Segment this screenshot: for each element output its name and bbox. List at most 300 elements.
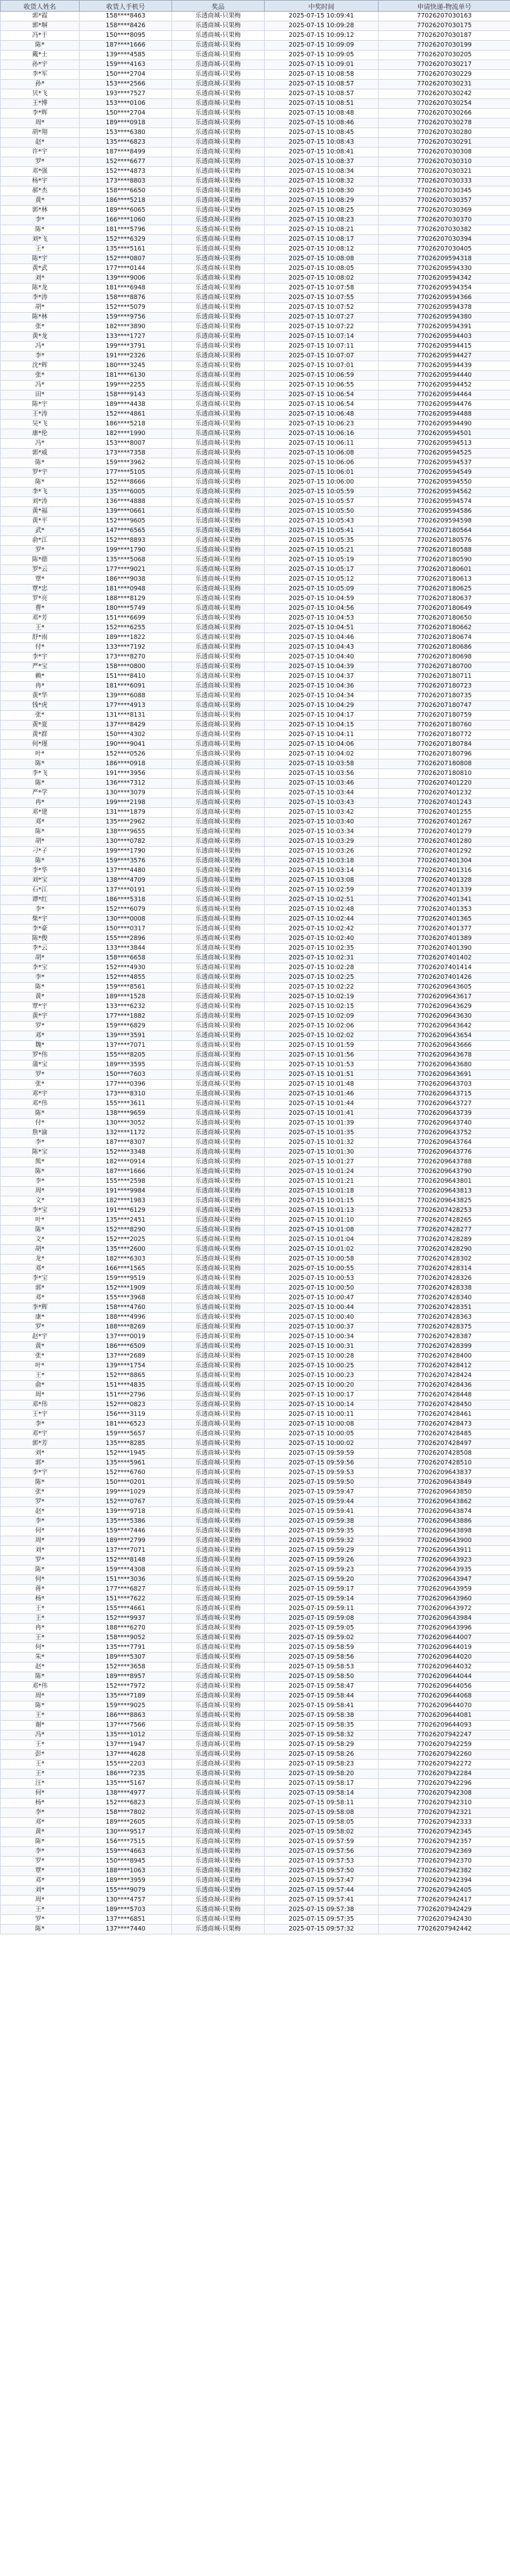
cell-recipient-phone[interactable]: 189****2605 xyxy=(80,1818,172,1828)
cell-win-time[interactable]: 2025-07-15 09:57:56 xyxy=(265,1847,379,1857)
cell-tracking-number[interactable]: 77026209644007 xyxy=(379,1633,510,1643)
cell-recipient-phone[interactable]: 152****9605 xyxy=(80,517,172,526)
cell-win-time[interactable]: 2025-07-15 10:09:12 xyxy=(265,31,379,41)
cell-recipient-phone[interactable]: 159****7446 xyxy=(80,1527,172,1536)
cell-tracking-number[interactable]: 77026209643947 xyxy=(379,1575,510,1585)
cell-win-time[interactable]: 2025-07-15 10:02:35 xyxy=(265,944,379,954)
cell-tracking-number[interactable]: 77026209643654 xyxy=(379,1031,510,1041)
cell-win-time[interactable]: 2025-07-15 10:04:34 xyxy=(265,691,379,701)
cell-recipient-name[interactable]: 柴*宇 xyxy=(1,915,80,924)
cell-recipient-phone[interactable]: 137****2689 xyxy=(80,1352,172,1361)
cell-recipient-phone[interactable]: 137****8429 xyxy=(80,721,172,730)
cell-tracking-number[interactable]: 77026207428485 xyxy=(379,1429,510,1439)
cell-recipient-name[interactable]: 王* xyxy=(1,1769,80,1779)
cell-recipient-name[interactable]: 邓* xyxy=(1,1264,80,1274)
cell-recipient-name[interactable]: 黄* xyxy=(1,992,80,1002)
cell-win-time[interactable]: 2025-07-15 10:05:12 xyxy=(265,575,379,585)
cell-recipient-name[interactable]: 郭* xyxy=(1,1459,80,1468)
cell-prize[interactable]: 乐透商城-只果梅 xyxy=(172,963,265,973)
cell-recipient-phone[interactable]: 147****6565 xyxy=(80,526,172,536)
cell-win-time[interactable]: 2025-07-15 09:58:59 xyxy=(265,1643,379,1653)
cell-tracking-number[interactable]: 77026207180625 xyxy=(379,585,510,594)
cell-recipient-name[interactable]: 陈* xyxy=(1,1226,80,1235)
cell-recipient-name[interactable]: 李*云 xyxy=(1,944,80,954)
cell-prize[interactable]: 乐透商城-只果梅 xyxy=(172,177,265,186)
cell-win-time[interactable]: 2025-07-15 09:59:41 xyxy=(265,1507,379,1517)
cell-prize[interactable]: 乐透商城-只果梅 xyxy=(172,1109,265,1119)
cell-win-time[interactable]: 2025-07-15 10:06:54 xyxy=(265,390,379,400)
cell-recipient-name[interactable]: 覃* xyxy=(1,1866,80,1876)
cell-prize[interactable]: 乐透商城-只果梅 xyxy=(172,216,265,225)
cell-prize[interactable]: 乐透商城-只果梅 xyxy=(172,876,265,886)
cell-tracking-number[interactable]: 77026209594490 xyxy=(379,420,510,429)
cell-prize[interactable]: 乐透商城-只果梅 xyxy=(172,1128,265,1138)
cell-recipient-name[interactable]: 刘*宝 xyxy=(1,876,80,886)
cell-prize[interactable]: 乐透商城-只果梅 xyxy=(172,1187,265,1196)
cell-prize[interactable]: 乐透商城-只果梅 xyxy=(172,1206,265,1216)
cell-prize[interactable]: 乐透商城-只果梅 xyxy=(172,1031,265,1041)
cell-win-time[interactable]: 2025-07-15 10:00:53 xyxy=(265,1274,379,1284)
cell-tracking-number[interactable]: 77026207180747 xyxy=(379,701,510,711)
cell-tracking-number[interactable]: 77026209643727 xyxy=(379,1099,510,1109)
cell-recipient-phone[interactable]: 186****6509 xyxy=(80,1342,172,1352)
cell-prize[interactable]: 乐透商城-只果梅 xyxy=(172,1633,265,1643)
cell-prize[interactable]: 乐透商城-只果梅 xyxy=(172,322,265,332)
cell-prize[interactable]: 乐透商城-只果梅 xyxy=(172,507,265,517)
cell-prize[interactable]: 乐透商城-只果梅 xyxy=(172,1070,265,1080)
cell-tracking-number[interactable]: 77026207428253 xyxy=(379,1206,510,1216)
cell-recipient-name[interactable]: 李*涛 xyxy=(1,293,80,303)
cell-prize[interactable]: 乐透商城-只果梅 xyxy=(172,1663,265,1672)
cell-win-time[interactable]: 2025-07-15 10:06:55 xyxy=(265,381,379,390)
cell-recipient-phone[interactable]: 189****1528 xyxy=(80,992,172,1002)
cell-win-time[interactable]: 2025-07-15 09:57:35 xyxy=(265,1915,379,1925)
cell-tracking-number[interactable]: 77026207180613 xyxy=(379,575,510,585)
cell-recipient-phone[interactable]: 152****2025 xyxy=(80,1235,172,1245)
cell-prize[interactable]: 乐透商城-只果梅 xyxy=(172,1391,265,1400)
cell-tracking-number[interactable]: 77026207401243 xyxy=(379,798,510,808)
cell-recipient-name[interactable]: 何*瑾 xyxy=(1,740,80,750)
cell-recipient-phone[interactable]: 130****4757 xyxy=(80,1896,172,1905)
cell-recipient-name[interactable]: 冯* xyxy=(1,439,80,449)
cell-win-time[interactable]: 2025-07-15 10:09:09 xyxy=(265,41,379,50)
cell-recipient-phone[interactable]: 138****4977 xyxy=(80,1789,172,1798)
cell-tracking-number[interactable]: 77026207030175 xyxy=(379,21,510,31)
cell-tracking-number[interactable]: 77026207180601 xyxy=(379,565,510,575)
header-recipient-phone[interactable]: 收货人手机号 xyxy=(80,1,172,12)
cell-recipient-name[interactable]: 武* xyxy=(1,526,80,536)
cell-tracking-number[interactable]: 77026207401390 xyxy=(379,944,510,954)
cell-tracking-number[interactable]: 77026207942345 xyxy=(379,1828,510,1837)
cell-recipient-phone[interactable]: 135****5161 xyxy=(80,245,172,254)
cell-recipient-name[interactable]: 蒲*宝 xyxy=(1,1060,80,1070)
cell-tracking-number[interactable]: 77026207030333 xyxy=(379,177,510,186)
cell-prize[interactable]: 乐透商城-只果梅 xyxy=(172,361,265,371)
cell-prize[interactable]: 乐透商城-只果梅 xyxy=(172,1546,265,1556)
cell-win-time[interactable]: 2025-07-15 10:03:56 xyxy=(265,769,379,779)
cell-tracking-number[interactable]: 77026209594415 xyxy=(379,342,510,352)
cell-win-time[interactable]: 2025-07-15 10:01:41 xyxy=(265,1109,379,1119)
cell-recipient-phone[interactable]: 182****3890 xyxy=(80,322,172,332)
cell-recipient-name[interactable]: 郭*林 xyxy=(1,206,80,216)
cell-recipient-phone[interactable]: 130****0008 xyxy=(80,915,172,924)
cell-prize[interactable]: 乐透商城-只果梅 xyxy=(172,1808,265,1818)
cell-tracking-number[interactable]: 77026209594525 xyxy=(379,449,510,458)
cell-win-time[interactable]: 2025-07-15 09:57:32 xyxy=(265,1925,379,1934)
cell-tracking-number[interactable]: 77026207401365 xyxy=(379,915,510,924)
cell-recipient-phone[interactable]: 189****8957 xyxy=(80,1672,172,1682)
cell-prize[interactable]: 乐透商城-只果梅 xyxy=(172,1643,265,1653)
cell-tracking-number[interactable]: 77026209594378 xyxy=(379,303,510,313)
cell-tracking-number[interactable]: 77026207030217 xyxy=(379,60,510,70)
cell-tracking-number[interactable]: 77026207942430 xyxy=(379,1915,510,1925)
cell-recipient-phone[interactable]: 152****0767 xyxy=(80,1497,172,1507)
cell-recipient-name[interactable]: 钱*虎 xyxy=(1,701,80,711)
cell-win-time[interactable]: 2025-07-15 10:03:34 xyxy=(265,827,379,837)
cell-tracking-number[interactable]: 77026207401339 xyxy=(379,886,510,895)
cell-win-time[interactable]: 2025-07-15 10:00:31 xyxy=(265,1342,379,1352)
cell-tracking-number[interactable]: 77026207030199 xyxy=(379,41,510,50)
cell-recipient-phone[interactable]: 131****8131 xyxy=(80,711,172,721)
cell-recipient-name[interactable]: 陈*宝 xyxy=(1,1148,80,1158)
cell-prize[interactable]: 乐透商城-只果梅 xyxy=(172,478,265,487)
cell-tracking-number[interactable]: 77026209594380 xyxy=(379,313,510,322)
cell-tracking-number[interactable]: 77026207428375 xyxy=(379,1323,510,1332)
cell-prize[interactable]: 乐透商城-只果梅 xyxy=(172,497,265,507)
cell-prize[interactable]: 乐透商城-只果梅 xyxy=(172,1400,265,1410)
cell-recipient-name[interactable]: 李* xyxy=(1,216,80,225)
cell-win-time[interactable]: 2025-07-15 09:58:05 xyxy=(265,1818,379,1828)
cell-win-time[interactable]: 2025-07-15 10:01:13 xyxy=(265,1206,379,1216)
cell-win-time[interactable]: 2025-07-15 10:07:14 xyxy=(265,332,379,342)
cell-recipient-name[interactable]: 陈* xyxy=(1,983,80,992)
cell-recipient-name[interactable]: 覃* xyxy=(1,575,80,585)
cell-tracking-number[interactable]: 77026207428351 xyxy=(379,1303,510,1313)
cell-win-time[interactable]: 2025-07-15 10:05:35 xyxy=(265,536,379,546)
cell-prize[interactable]: 乐透商城-只果梅 xyxy=(172,1847,265,1857)
cell-prize[interactable]: 乐透商城-只果梅 xyxy=(172,1624,265,1633)
cell-recipient-name[interactable]: 陈* xyxy=(1,478,80,487)
cell-prize[interactable]: 乐透商城-只果梅 xyxy=(172,546,265,555)
cell-recipient-name[interactable]: 朱* xyxy=(1,1653,80,1663)
cell-prize[interactable]: 乐透商城-只果梅 xyxy=(172,1303,265,1313)
cell-prize[interactable]: 乐透商城-只果梅 xyxy=(172,594,265,604)
cell-recipient-phone[interactable]: 133****7192 xyxy=(80,643,172,653)
cell-tracking-number[interactable]: 77026209594391 xyxy=(379,322,510,332)
cell-prize[interactable]: 乐透商城-只果梅 xyxy=(172,148,265,157)
cell-recipient-phone[interactable]: 155****8205 xyxy=(80,1051,172,1060)
cell-prize[interactable]: 乐透商城-只果梅 xyxy=(172,1672,265,1682)
cell-recipient-name[interactable]: 罗* xyxy=(1,1022,80,1031)
cell-prize[interactable]: 乐透商城-只果梅 xyxy=(172,575,265,585)
cell-prize[interactable]: 乐透商城-只果梅 xyxy=(172,332,265,342)
cell-recipient-name[interactable]: 陈* xyxy=(1,1565,80,1575)
cell-tracking-number[interactable]: 77026207942247 xyxy=(379,1730,510,1740)
cell-prize[interactable]: 乐透商城-只果梅 xyxy=(172,1361,265,1371)
cell-recipient-phone[interactable]: 153****6380 xyxy=(80,128,172,138)
cell-recipient-name[interactable]: 邓*伟 xyxy=(1,1099,80,1109)
cell-win-time[interactable]: 2025-07-15 10:07:01 xyxy=(265,361,379,371)
cell-tracking-number[interactable]: 77026207428436 xyxy=(379,1381,510,1391)
cell-win-time[interactable]: 2025-07-15 10:02:09 xyxy=(265,1012,379,1022)
cell-tracking-number[interactable]: 77026209644032 xyxy=(379,1663,510,1672)
cell-recipient-name[interactable]: 王*涛 xyxy=(1,410,80,420)
cell-recipient-phone[interactable]: 133****1727 xyxy=(80,332,172,342)
cell-prize[interactable]: 乐透商城-只果梅 xyxy=(172,691,265,701)
cell-recipient-name[interactable]: 罗* xyxy=(1,1915,80,1925)
cell-recipient-name[interactable]: 贝*飞 xyxy=(1,89,80,99)
cell-recipient-name[interactable]: 刘* xyxy=(1,1546,80,1556)
cell-recipient-phone[interactable]: 189****2799 xyxy=(80,1536,172,1546)
cell-tracking-number[interactable]: 77026209644019 xyxy=(379,1643,510,1653)
cell-tracking-number[interactable]: 77026209594342 xyxy=(379,274,510,284)
cell-recipient-phone[interactable]: 152****1909 xyxy=(80,1284,172,1294)
cell-tracking-number[interactable]: 77026209643898 xyxy=(379,1527,510,1536)
cell-recipient-phone[interactable]: 135****6823 xyxy=(80,138,172,148)
cell-prize[interactable]: 乐透商城-只果梅 xyxy=(172,449,265,458)
cell-tracking-number[interactable]: 77026207428326 xyxy=(379,1274,510,1284)
cell-tracking-number[interactable]: 77026209643739 xyxy=(379,1109,510,1119)
cell-tracking-number[interactable]: 77026209594598 xyxy=(379,517,510,526)
cell-tracking-number[interactable]: 77026207180796 xyxy=(379,750,510,759)
cell-win-time[interactable]: 2025-07-15 10:04:39 xyxy=(265,662,379,672)
cell-win-time[interactable]: 2025-07-15 10:03:26 xyxy=(265,847,379,857)
cell-win-time[interactable]: 2025-07-15 10:00:50 xyxy=(265,1284,379,1294)
cell-win-time[interactable]: 2025-07-15 10:01:21 xyxy=(265,1177,379,1187)
cell-recipient-name[interactable]: 戴*士 xyxy=(1,50,80,60)
cell-tracking-number[interactable]: 77026209643972 xyxy=(379,1604,510,1614)
cell-prize[interactable]: 乐透商城-只果梅 xyxy=(172,1478,265,1488)
cell-prize[interactable]: 乐透商城-只果梅 xyxy=(172,1381,265,1391)
cell-recipient-name[interactable]: 俞* xyxy=(1,1381,80,1391)
cell-prize[interactable]: 乐透商城-只果梅 xyxy=(172,759,265,769)
cell-prize[interactable]: 乐透商城-只果梅 xyxy=(172,857,265,866)
cell-recipient-phone[interactable]: 199****1790 xyxy=(80,546,172,555)
cell-win-time[interactable]: 2025-07-15 10:04:36 xyxy=(265,682,379,691)
cell-tracking-number[interactable]: 77026207428473 xyxy=(379,1420,510,1429)
cell-win-time[interactable]: 2025-07-15 10:08:17 xyxy=(265,235,379,245)
cell-tracking-number[interactable]: 77026207428338 xyxy=(379,1284,510,1294)
cell-recipient-name[interactable]: 王* xyxy=(1,1633,80,1643)
cell-recipient-name[interactable]: 冉* xyxy=(1,682,80,691)
cell-recipient-name[interactable]: 罗* xyxy=(1,1323,80,1332)
cell-tracking-number[interactable]: 77026207942417 xyxy=(379,1896,510,1905)
cell-tracking-number[interactable]: 77026207942357 xyxy=(379,1837,510,1847)
cell-recipient-name[interactable]: 黄* xyxy=(1,196,80,206)
cell-prize[interactable]: 乐透商城-只果梅 xyxy=(172,167,265,177)
cell-win-time[interactable]: 2025-07-15 10:00:40 xyxy=(265,1313,379,1323)
cell-prize[interactable]: 乐透商城-只果梅 xyxy=(172,1216,265,1226)
cell-win-time[interactable]: 2025-07-15 09:59:20 xyxy=(265,1575,379,1585)
cell-prize[interactable]: 乐透商城-只果梅 xyxy=(172,12,265,21)
cell-recipient-phone[interactable]: 190****9041 xyxy=(80,740,172,750)
cell-win-time[interactable]: 2025-07-15 10:07:07 xyxy=(265,352,379,361)
cell-recipient-name[interactable]: 陈*德 xyxy=(1,555,80,565)
cell-recipient-phone[interactable]: 137****7071 xyxy=(80,1041,172,1051)
cell-tracking-number[interactable]: 77026207942370 xyxy=(379,1857,510,1866)
cell-recipient-phone[interactable]: 152****3658 xyxy=(80,1663,172,1672)
cell-recipient-name[interactable]: 陈*宇 xyxy=(1,400,80,410)
cell-prize[interactable]: 乐透商城-只果梅 xyxy=(172,1284,265,1294)
cell-tracking-number[interactable]: 77026207942333 xyxy=(379,1818,510,1828)
cell-win-time[interactable]: 2025-07-15 09:59:17 xyxy=(265,1585,379,1595)
cell-prize[interactable]: 乐透商城-只果梅 xyxy=(172,1352,265,1361)
cell-recipient-phone[interactable]: 130****9517 xyxy=(80,1828,172,1837)
cell-prize[interactable]: 乐透商城-只果梅 xyxy=(172,1828,265,1837)
cell-recipient-phone[interactable]: 159****8561 xyxy=(80,983,172,992)
cell-recipient-name[interactable]: 罗*亮 xyxy=(1,594,80,604)
cell-prize[interactable]: 乐透商城-只果梅 xyxy=(172,284,265,293)
cell-recipient-phone[interactable]: 135****2962 xyxy=(80,818,172,827)
cell-recipient-phone[interactable]: 188****8129 xyxy=(80,594,172,604)
cell-win-time[interactable]: 2025-07-15 10:03:42 xyxy=(265,808,379,818)
cell-prize[interactable]: 乐透商城-只果梅 xyxy=(172,1536,265,1546)
cell-recipient-phone[interactable]: 152****4873 xyxy=(80,167,172,177)
cell-tracking-number[interactable]: 77026207180700 xyxy=(379,662,510,672)
cell-tracking-number[interactable]: 77026207401389 xyxy=(379,934,510,944)
cell-tracking-number[interactable]: 77026207428302 xyxy=(379,1255,510,1264)
cell-prize[interactable]: 乐透商城-只果梅 xyxy=(172,973,265,983)
cell-recipient-phone[interactable]: 166****1060 xyxy=(80,216,172,225)
cell-prize[interactable]: 乐透商城-只果梅 xyxy=(172,1585,265,1595)
cell-win-time[interactable]: 2025-07-15 10:08:25 xyxy=(265,206,379,216)
cell-win-time[interactable]: 2025-07-15 10:02:22 xyxy=(265,983,379,992)
cell-recipient-name[interactable]: 李* xyxy=(1,973,80,983)
cell-win-time[interactable]: 2025-07-15 10:05:09 xyxy=(265,585,379,594)
cell-recipient-name[interactable]: 赵* xyxy=(1,1507,80,1517)
cell-win-time[interactable]: 2025-07-15 10:08:05 xyxy=(265,264,379,274)
cell-recipient-name[interactable]: 陈*宇 xyxy=(1,254,80,264)
cell-recipient-phone[interactable]: 186****9038 xyxy=(80,575,172,585)
cell-tracking-number[interactable]: 77026209643617 xyxy=(379,992,510,1002)
cell-win-time[interactable]: 2025-07-15 09:58:35 xyxy=(265,1721,379,1730)
cell-tracking-number[interactable]: 77026209643996 xyxy=(379,1624,510,1633)
cell-recipient-name[interactable]: 陈*龙 xyxy=(1,284,80,293)
cell-prize[interactable]: 乐透商城-只果梅 xyxy=(172,1429,265,1439)
cell-win-time[interactable]: 2025-07-15 10:01:53 xyxy=(265,1060,379,1070)
cell-recipient-name[interactable]: 李* xyxy=(1,905,80,915)
cell-prize[interactable]: 乐透商城-只果梅 xyxy=(172,1226,265,1235)
cell-prize[interactable]: 乐透商城-只果梅 xyxy=(172,1196,265,1206)
cell-tracking-number[interactable]: 77026207180662 xyxy=(379,623,510,633)
cell-recipient-name[interactable]: 覃*宇 xyxy=(1,1002,80,1012)
cell-win-time[interactable]: 2025-07-15 10:01:48 xyxy=(265,1080,379,1090)
cell-win-time[interactable]: 2025-07-15 10:02:42 xyxy=(265,924,379,934)
cell-recipient-phone[interactable]: 158****9052 xyxy=(80,1633,172,1643)
cell-prize[interactable]: 乐透商城-只果梅 xyxy=(172,1876,265,1886)
cell-recipient-phone[interactable]: 199****1790 xyxy=(80,847,172,857)
cell-recipient-name[interactable]: 陈* xyxy=(1,1701,80,1711)
cell-recipient-name[interactable]: 陈*俊 xyxy=(1,934,80,944)
cell-recipient-phone[interactable]: 151****4835 xyxy=(80,1381,172,1391)
cell-recipient-name[interactable]: 覃*忠 xyxy=(1,585,80,594)
cell-recipient-name[interactable]: 郭* xyxy=(1,1284,80,1294)
cell-win-time[interactable]: 2025-07-15 09:59:47 xyxy=(265,1488,379,1497)
cell-win-time[interactable]: 2025-07-15 09:59:14 xyxy=(265,1595,379,1604)
cell-prize[interactable]: 乐透商城-只果梅 xyxy=(172,60,265,70)
cell-win-time[interactable]: 2025-07-15 10:00:17 xyxy=(265,1391,379,1400)
cell-recipient-name[interactable]: 舒*雨 xyxy=(1,633,80,643)
cell-recipient-phone[interactable]: 138****9655 xyxy=(80,827,172,837)
cell-tracking-number[interactable]: 77026209644056 xyxy=(379,1682,510,1692)
cell-tracking-number[interactable]: 77026207401426 xyxy=(379,973,510,983)
cell-recipient-name[interactable]: 罗*伟 xyxy=(1,1051,80,1060)
cell-prize[interactable]: 乐透商城-只果梅 xyxy=(172,468,265,478)
cell-prize[interactable]: 乐透商城-只果梅 xyxy=(172,342,265,352)
cell-tracking-number[interactable]: 77026207030321 xyxy=(379,167,510,177)
cell-recipient-name[interactable]: 孙*宇 xyxy=(1,60,80,70)
cell-prize[interactable]: 乐透商城-只果梅 xyxy=(172,264,265,274)
cell-recipient-phone[interactable]: 177****5105 xyxy=(80,468,172,478)
cell-win-time[interactable]: 2025-07-15 10:04:02 xyxy=(265,750,379,759)
cell-win-time[interactable]: 2025-07-15 10:08:45 xyxy=(265,128,379,138)
cell-recipient-name[interactable]: 李* xyxy=(1,1847,80,1857)
cell-recipient-name[interactable]: 邓*伟 xyxy=(1,1400,80,1410)
cell-win-time[interactable]: 2025-07-15 09:58:44 xyxy=(265,1692,379,1701)
cell-win-time[interactable]: 2025-07-15 10:04:40 xyxy=(265,653,379,662)
cell-tracking-number[interactable]: 77026207942321 xyxy=(379,1808,510,1818)
cell-prize[interactable]: 乐透商城-只果梅 xyxy=(172,1138,265,1148)
cell-recipient-phone[interactable]: 158****8426 xyxy=(80,21,172,31)
cell-tracking-number[interactable]: 77026209594537 xyxy=(379,458,510,468)
cell-recipient-name[interactable]: 罗* xyxy=(1,546,80,555)
cell-tracking-number[interactable]: 77026207428387 xyxy=(379,1332,510,1342)
cell-prize[interactable]: 乐透商城-只果梅 xyxy=(172,1420,265,1429)
cell-prize[interactable]: 乐透商城-只果梅 xyxy=(172,429,265,439)
cell-win-time[interactable]: 2025-07-15 10:01:44 xyxy=(265,1099,379,1109)
cell-prize[interactable]: 乐透商城-只果梅 xyxy=(172,1866,265,1876)
cell-recipient-phone[interactable]: 182****1990 xyxy=(80,429,172,439)
cell-tracking-number[interactable]: 77026207428424 xyxy=(379,1371,510,1381)
cell-win-time[interactable]: 2025-07-15 09:58:47 xyxy=(265,1682,379,1692)
cell-recipient-name[interactable]: 赵* xyxy=(1,138,80,148)
cell-recipient-phone[interactable]: 151****2796 xyxy=(80,1391,172,1400)
cell-prize[interactable]: 乐透商城-只果梅 xyxy=(172,41,265,50)
cell-prize[interactable]: 乐透商城-只果梅 xyxy=(172,1750,265,1760)
cell-prize[interactable]: 乐透商城-只果梅 xyxy=(172,1294,265,1303)
cell-prize[interactable]: 乐透商城-只果梅 xyxy=(172,31,265,41)
cell-win-time[interactable]: 2025-07-15 10:09:05 xyxy=(265,50,379,60)
cell-recipient-phone[interactable]: 191****3956 xyxy=(80,769,172,779)
cell-win-time[interactable]: 2025-07-15 10:08:57 xyxy=(265,80,379,89)
cell-win-time[interactable]: 2025-07-15 10:04:11 xyxy=(265,730,379,740)
cell-recipient-phone[interactable]: 130****3079 xyxy=(80,789,172,798)
cell-prize[interactable]: 乐透商城-只果梅 xyxy=(172,847,265,857)
cell-win-time[interactable]: 2025-07-15 10:04:53 xyxy=(265,614,379,623)
cell-tracking-number[interactable]: 77026209644044 xyxy=(379,1672,510,1682)
cell-recipient-phone[interactable]: 177****9021 xyxy=(80,565,172,575)
cell-recipient-name[interactable]: 刘* xyxy=(1,274,80,284)
cell-tracking-number[interactable]: 77026207942310 xyxy=(379,1798,510,1808)
cell-prize[interactable]: 乐透商城-只果梅 xyxy=(172,740,265,750)
cell-recipient-phone[interactable]: 181****6948 xyxy=(80,284,172,293)
cell-tracking-number[interactable]: 77026207428289 xyxy=(379,1235,510,1245)
cell-recipient-phone[interactable]: 187****8499 xyxy=(80,148,172,157)
cell-prize[interactable]: 乐透商城-只果梅 xyxy=(172,1789,265,1798)
cell-recipient-name[interactable]: 罗* xyxy=(1,1857,80,1866)
cell-win-time[interactable]: 2025-07-15 10:00:05 xyxy=(265,1429,379,1439)
cell-recipient-phone[interactable]: 135****2451 xyxy=(80,1216,172,1226)
cell-recipient-phone[interactable]: 186****7235 xyxy=(80,1769,172,1779)
cell-tracking-number[interactable]: 77026207428508 xyxy=(379,1449,510,1459)
cell-win-time[interactable]: 2025-07-15 10:05:19 xyxy=(265,555,379,565)
cell-recipient-phone[interactable]: 151****6699 xyxy=(80,614,172,623)
cell-tracking-number[interactable]: 77026207401292 xyxy=(379,847,510,857)
cell-prize[interactable]: 乐透商城-只果梅 xyxy=(172,701,265,711)
cell-win-time[interactable]: 2025-07-15 10:00:58 xyxy=(265,1255,379,1264)
cell-tracking-number[interactable]: 77026209643764 xyxy=(379,1138,510,1148)
cell-recipient-phone[interactable]: 177****0396 xyxy=(80,1080,172,1090)
